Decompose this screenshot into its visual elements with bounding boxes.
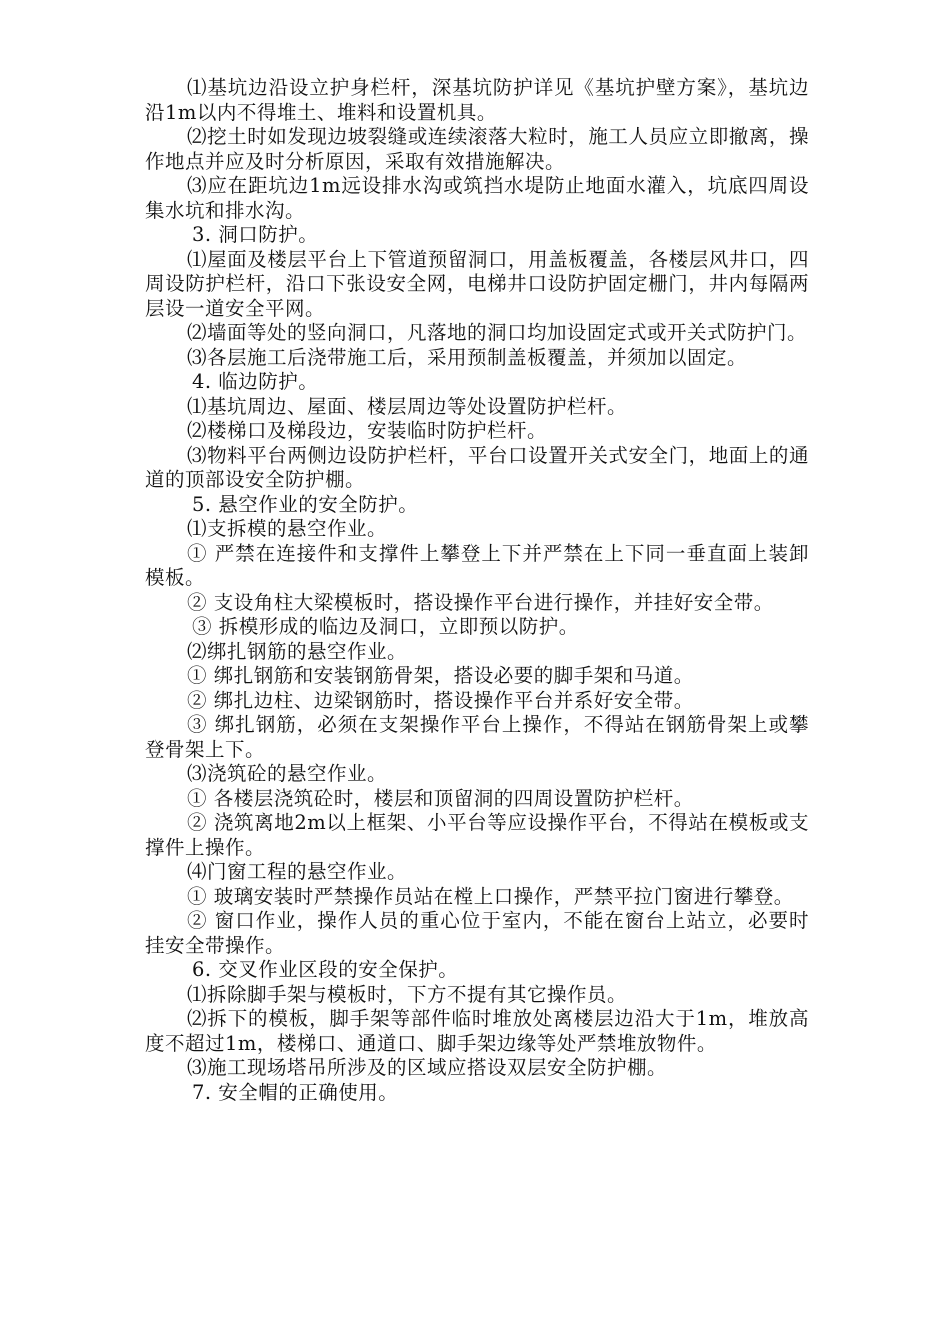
paragraph: 6. 交叉作业区段的安全保护。	[192, 958, 459, 981]
paragraph: ① 严禁在连接件和支撑件上攀登上下并严禁在上下同一垂直面上装卸模板。	[145, 541, 809, 589]
document-page	[145, 76, 809, 1105]
paragraph: ⑴基坑边沿设立护身栏杆，深基坑防护详见《基坑护壁方案》，基坑边沿1m以内不得堆土、堆料和设置机具。	[145, 76, 809, 124]
paragraph: ② 窗口作业，操作人员的重心位于室内，不能在窗台上站立，必要时挂安全带操作。	[145, 909, 809, 957]
paragraph: ⑵绑扎钢筋的悬空作业。	[187, 639, 408, 663]
paragraph: ⑶物料平台两侧边设防护栏杆，平台口设置开关式安全门，地面上的通道的顶部设安全防护棚。	[145, 443, 809, 491]
paragraph: ⑴拆除脚手架与模板时，下方不提有其它操作员。	[187, 982, 628, 1006]
paragraph: 5. 悬空作业的安全防护。	[192, 492, 419, 516]
paragraph: ② 支设角柱大梁模板时，搭设操作平台进行操作，并挂好安全带。	[187, 590, 774, 614]
paragraph: ③ 绑扎钢筋，必须在支架操作平台上操作，不得站在钢筋骨架上或攀登骨架上下。	[145, 713, 809, 761]
paragraph: ② 绑扎边柱、边梁钢筋时，搭设操作平台并系好安全带。	[187, 688, 694, 712]
paragraph: ⑶施工现场塔吊所涉及的区域应搭设双层安全防护棚。	[187, 1056, 668, 1079]
paragraph: ① 各楼层浇筑砼时，楼层和顶留洞的四周设置防护栏杆。	[187, 786, 694, 810]
paragraph: ⑶浇筑砼的悬空作业。	[187, 762, 388, 785]
paragraph: 4. 临边防护。	[192, 370, 319, 393]
paragraph: ③ 拆模形成的临边及洞口，立即预以防护。	[192, 615, 579, 638]
paragraph: ② 浇筑离地2m以上框架、小平台等应设操作平台，不得站在模板或支撑件上操作。	[145, 811, 809, 859]
paragraph: ⑵拆下的模板，脚手架等部件临时堆放处离楼层边沿大于1m，堆放高度不超过1m，楼梯口、通道口、脚手架边缘等处严禁堆放物件。	[145, 1007, 809, 1055]
paragraph: ⑴支拆模的悬空作业。	[187, 517, 388, 540]
paragraph: ⑶应在距坑边1m远设排水沟或筑挡水堤防止地面水灌入，坑底四周设集水坑和排水沟。	[145, 174, 809, 222]
paragraph: ⑵挖土时如发现边坡裂缝或连续滚落大粒时，施工人员应立即撤离，操作地点并应及时分析原因，采取有效措施解决。	[145, 125, 809, 173]
paragraph: ① 玻璃安装时严禁操作员站在樘上口操作，严禁平拉门窗进行攀登。	[187, 884, 794, 908]
paragraph: ⑵墙面等处的竖向洞口，凡落地的洞口均加设固定式或开关式防护门。	[187, 321, 808, 344]
paragraph: 7. 安全帽的正确使用。	[192, 1080, 399, 1104]
paragraph: ⑷门窗工程的悬空作业。	[187, 860, 408, 883]
paragraph: ⑴屋面及楼层平台上下管道预留洞口，用盖板覆盖，各楼层风井口，四周设防护栏杆，沿口下张设安全网，电梯井口设防护固定栅门，井内每隔两层设一道安全平网。	[145, 247, 809, 320]
paragraph: ① 绑扎钢筋和安装钢筋骨架，搭设必要的脚手架和马道。	[187, 664, 694, 687]
paragraph: ⑵楼梯口及梯段边，安装临时防护栏杆。	[187, 419, 548, 442]
paragraph: ⑴基坑周边、屋面、楼层周边等处设置防护栏杆。	[187, 394, 628, 418]
paragraph: ⑶各层施工后浇带施工后，采用预制盖板覆盖，并须加以固定。	[187, 345, 748, 369]
paragraph: 3. 洞口防护。	[192, 223, 319, 246]
